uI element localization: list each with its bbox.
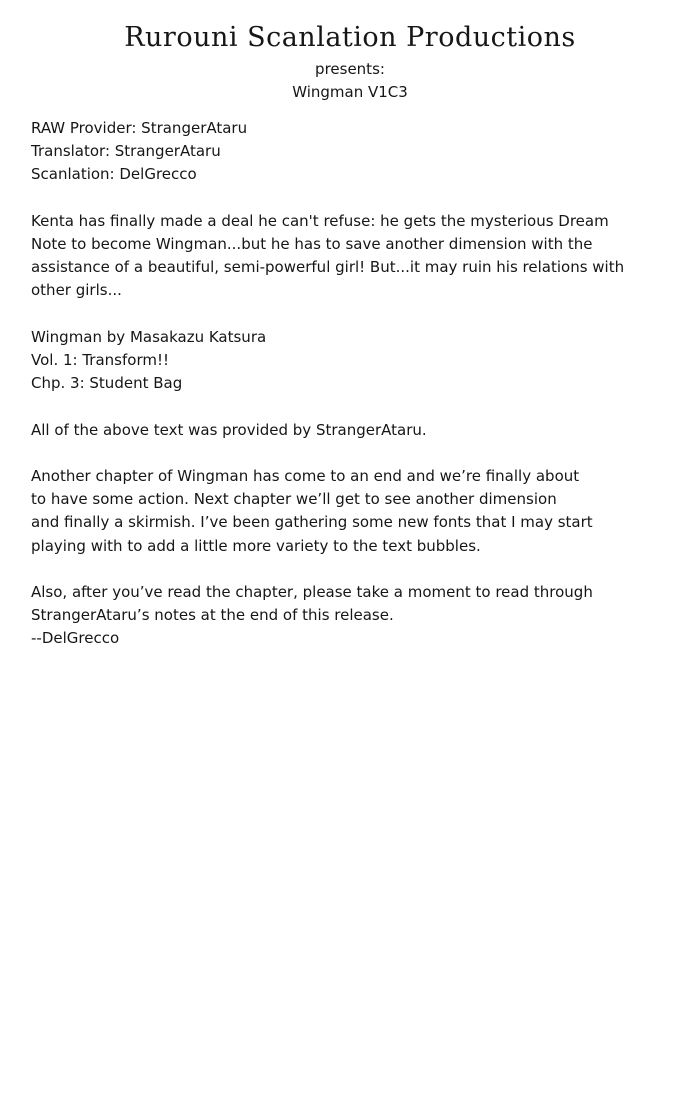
header [0,18,700,104]
book-info-block [31,326,671,396]
closing-line: StrangerAtaru’s notes at the end of this release. [31,606,394,625]
notes-line: to have some action. Next chapter we’ll get to see another dimension [31,490,557,509]
closing-line: Also, after you’ve read the chapter, please take a moment to read through [31,582,593,601]
synopsis-paragraph [31,210,671,303]
notes-paragraph [31,465,671,558]
book-title: Wingman by Masakazu Katsura [31,327,267,346]
attribution-line: All of the above text was provided by StrangerAtaru. [31,420,427,439]
release-title: Wingman V1C3 [292,83,408,101]
chapter-info: Chp. 3: Student Bag [31,374,183,393]
synopsis-line: assistance of a beautiful, semi-powerful girl! But...it may ruin his relations with [31,258,625,277]
credit-scanlation: Scanlation: DelGrecco [31,165,197,184]
group-title: Rurouni Scanlation Productions [124,22,576,53]
credit-translator: Translator: StrangerAtaru [31,142,221,161]
credits-block [31,117,671,187]
presents-label: presents: [315,60,385,78]
attribution-paragraph [31,419,671,442]
credit-raw: RAW Provider: StrangerAtaru [31,119,248,137]
synopsis-line: other girls... [31,281,122,300]
notes-line: playing with to add a little more variety to the text bubbles. [31,536,481,555]
closing-paragraph [31,581,671,651]
signature: --DelGrecco [31,629,120,648]
notes-line: and finally a skirmish. I’ve been gathering some new fonts that I may start [31,513,593,532]
synopsis-line: Note to become Wingman...but he has to save another dimension with the [31,235,593,253]
synopsis-line: Kenta has finally made a deal he can't refuse: he gets the mysterious Dream [31,211,609,230]
volume-info: Vol. 1: Transform!! [31,351,169,369]
notes-line: Another chapter of Wingman has come to an end and we’re finally about [31,466,580,485]
notes-body [31,117,671,674]
